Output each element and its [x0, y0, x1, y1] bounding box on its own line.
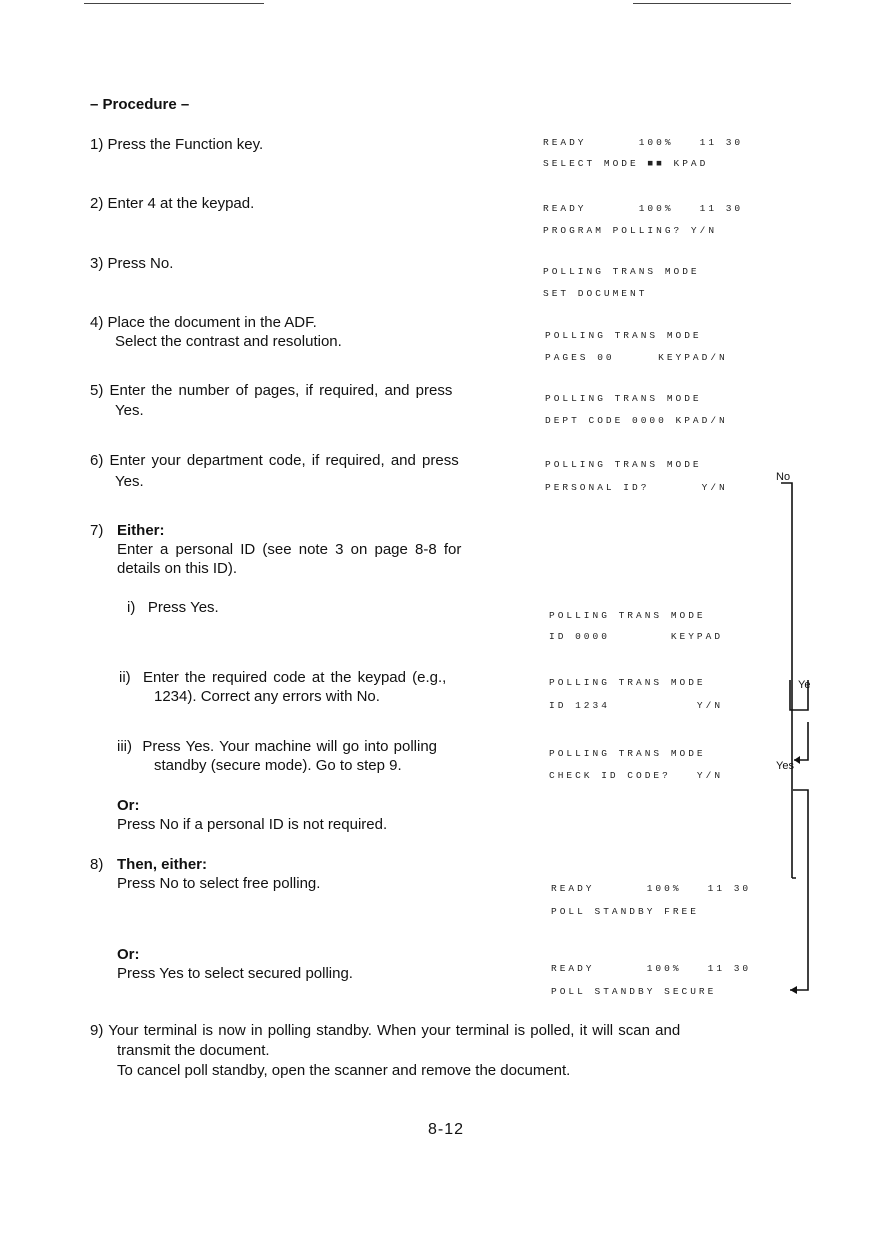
step-4-line-2: Select the contrast and resolution. — [115, 333, 342, 350]
display-8-line-1: POLLING TRANS MODE — [549, 677, 706, 688]
display-6-line-1: POLLING TRANS MODE — [545, 459, 702, 470]
page-number: 8-12 — [428, 1121, 465, 1138]
no-branch-line — [781, 483, 792, 862]
step-9-line-1: 9) Your terminal is now in polling standby. When your terminal is polled, it will scan and — [90, 1022, 681, 1039]
flow-label-yes: Yes — [776, 760, 794, 772]
step-6-line-1: 6) Enter your department code, if required, and press — [90, 452, 459, 469]
step-3: 3) Press No. — [90, 255, 174, 272]
procedure-title: – Procedure – — [90, 96, 190, 113]
display-10-line-2: POLL STANDBY FREE — [551, 906, 699, 917]
display-3-line-2: SET DOCUMENT — [543, 288, 648, 299]
display-11-line-1: READY 100% 11 30 — [551, 963, 752, 974]
step-5-line-1: 5) Enter the number of pages, if required, and press — [90, 382, 453, 399]
display-6-line-2: PERSONAL ID? Y/N — [545, 482, 728, 493]
display-5-line-2: DEPT CODE 0000 KPAD/N — [545, 415, 728, 426]
step-7-ii-line-1: ii) Enter the required code at the keypad (e.g., — [119, 669, 447, 686]
step-4-line-1: 4) Place the document in the ADF. — [90, 314, 317, 331]
iii-bracket — [794, 722, 808, 760]
step-7-number: 7) — [90, 522, 104, 539]
or-text-1: Press No if a personal ID is not required. — [117, 816, 388, 833]
display-7-line-1: POLLING TRANS MODE — [549, 610, 706, 621]
display-1-line-2: SELECT MODE ■■ KPAD — [543, 158, 709, 169]
arrow-final — [790, 986, 797, 994]
step-6-line-2: Yes. — [115, 473, 144, 490]
step-7-i: i) Press Yes. — [127, 599, 219, 616]
flow-label-no: No — [776, 471, 791, 483]
or-heading-2: Or: — [117, 946, 140, 963]
or-text-2: Press Yes to select secured polling. — [117, 965, 353, 982]
display-8-line-2: ID 1234 Y/N — [549, 700, 724, 711]
step-5-line-2: Yes. — [115, 402, 144, 419]
step-7-line-2: details on this ID). — [117, 560, 238, 577]
yes-branch-line — [793, 790, 808, 985]
display-5-line-1: POLLING TRANS MODE — [545, 393, 702, 404]
display-7-line-2: ID 0000 KEYPAD — [549, 631, 724, 642]
step-8-number: 8) — [90, 856, 104, 873]
step-1: 1) Press the Function key. — [90, 136, 264, 153]
or-heading-1: Or: — [117, 797, 140, 814]
step-7-ii-line-2: 1234). Correct any errors with No. — [154, 688, 380, 705]
display-2-line-1: READY 100% 11 30 — [543, 203, 744, 214]
step-8-line-1: Press No to select free polling. — [117, 875, 321, 892]
display-4-line-1: POLLING TRANS MODE — [545, 330, 702, 341]
display-1-line-1: READY 100% 11 30 — [543, 137, 744, 148]
flow-label-ye: Ye — [798, 679, 811, 691]
display-9-line-2: CHECK ID CODE? Y/N — [549, 770, 724, 781]
step-7-iii-line-2: standby (secure mode). Go to step 9. — [154, 757, 402, 774]
display-9-line-1: POLLING TRANS MODE — [549, 748, 706, 759]
step-7-iii-line-1: iii) Press Yes. Your machine will go into polling — [117, 738, 438, 755]
display-2-line-2: PROGRAM POLLING? Y/N — [543, 225, 718, 236]
display-11-line-2: POLL STANDBY SECURE — [551, 986, 717, 997]
display-10-line-1: READY 100% 11 30 — [551, 883, 752, 894]
step-7-either: Either: — [117, 522, 165, 539]
display-4-line-2: PAGES 00 KEYPAD/N — [545, 352, 728, 363]
display-3-line-1: POLLING TRANS MODE — [543, 266, 700, 277]
step-2: 2) Enter 4 at the keypad. — [90, 195, 255, 212]
step8-no-line — [792, 862, 796, 878]
step-9-line-3: To cancel poll standby, open the scanner and remove the document. — [117, 1062, 571, 1079]
step-9-line-2: transmit the document. — [117, 1042, 270, 1059]
arrow-iii — [794, 756, 800, 764]
step-7-line-1: Enter a personal ID (see note 3 on page 8-8 for — [117, 541, 462, 558]
step-8-then-either: Then, either: — [117, 856, 208, 873]
